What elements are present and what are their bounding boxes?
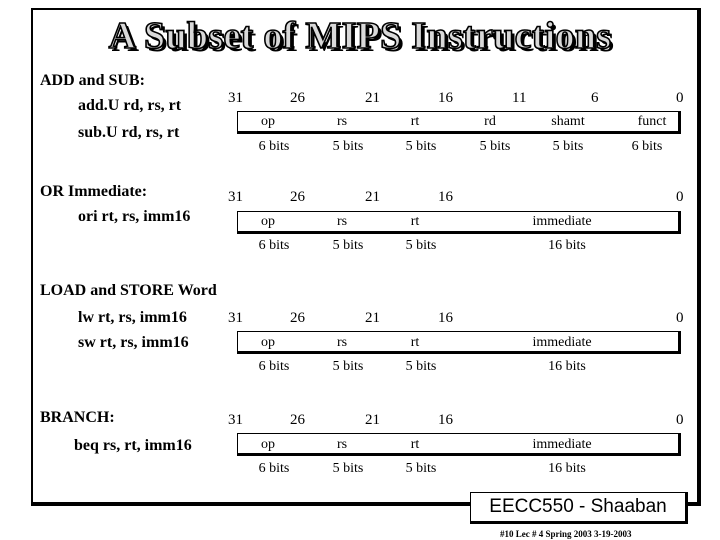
field-funct: funct bbox=[637, 114, 667, 129]
add-sub-heading: ADD and SUB: bbox=[40, 72, 145, 89]
field-rt: rt bbox=[410, 437, 420, 452]
ori-format-box bbox=[237, 211, 681, 234]
field-shamt: shamt bbox=[551, 114, 585, 129]
slide-title: A Subset of MIPS Instructions bbox=[108, 15, 612, 57]
field-immediate: immediate bbox=[532, 335, 592, 350]
bit-position: 31 bbox=[228, 412, 243, 428]
lw-instruction: lw rt, rs, imm16 bbox=[78, 309, 187, 326]
field-rt: rt bbox=[410, 214, 420, 229]
width-op: 6 bits bbox=[258, 359, 290, 374]
bit-position: 21 bbox=[365, 412, 380, 428]
field-immediate: immediate bbox=[532, 437, 592, 452]
width-rt: 5 bits bbox=[405, 359, 437, 374]
bit-position: 16 bbox=[438, 189, 453, 205]
bit-position: 31 bbox=[228, 90, 243, 106]
bit-position: 26 bbox=[290, 310, 305, 326]
bit-position: 26 bbox=[290, 189, 305, 205]
or-immediate-heading: OR Immediate: bbox=[40, 183, 148, 200]
bit-position: 21 bbox=[365, 90, 380, 106]
width-shamt: 5 bits bbox=[552, 139, 584, 154]
bit-position: 31 bbox=[228, 189, 243, 205]
width-funct: 6 bits bbox=[631, 139, 663, 154]
width-immediate: 16 bits bbox=[548, 359, 586, 374]
width-op: 6 bits bbox=[258, 139, 290, 154]
field-op: op bbox=[261, 214, 275, 229]
bit-position: 6 bbox=[591, 90, 599, 106]
field-rs: rs bbox=[336, 335, 348, 350]
width-rt: 5 bits bbox=[405, 461, 437, 476]
width-immediate: 16 bits bbox=[548, 461, 586, 476]
bit-position: 21 bbox=[365, 189, 380, 205]
bit-position: 31 bbox=[228, 310, 243, 326]
field-rs: rs bbox=[336, 114, 348, 129]
field-rt: rt bbox=[410, 335, 420, 350]
width-rs: 5 bits bbox=[332, 359, 364, 374]
field-rs: rs bbox=[336, 437, 348, 452]
branch-format-box bbox=[237, 433, 681, 456]
bit-position: 0 bbox=[676, 310, 684, 326]
bit-position: 21 bbox=[365, 310, 380, 326]
slide-footer-note: #10 Lec # 4 Spring 2003 3-19-2003 bbox=[500, 529, 632, 539]
bit-position: 0 bbox=[676, 90, 684, 106]
bit-position: 0 bbox=[676, 189, 684, 205]
width-op: 6 bits bbox=[258, 238, 290, 253]
width-rt: 5 bits bbox=[405, 139, 437, 154]
field-rd: rd bbox=[484, 114, 496, 129]
width-rs: 5 bits bbox=[332, 238, 364, 253]
course-footer-label: EECC550 - Shaaban bbox=[489, 496, 667, 517]
width-rd: 5 bits bbox=[479, 139, 511, 154]
bit-position: 26 bbox=[290, 90, 305, 106]
field-immediate: immediate bbox=[532, 214, 592, 229]
bit-position: 26 bbox=[290, 412, 305, 428]
bit-position: 16 bbox=[438, 90, 453, 106]
field-op: op bbox=[261, 335, 275, 350]
bit-position: 0 bbox=[676, 412, 684, 428]
bit-position: 11 bbox=[512, 90, 527, 106]
load-store-heading: LOAD and STORE Word bbox=[40, 282, 217, 299]
ori-instruction: ori rt, rs, imm16 bbox=[78, 208, 191, 225]
field-op: op bbox=[261, 114, 275, 129]
width-immediate: 16 bits bbox=[548, 238, 586, 253]
beq-instruction: beq rs, rt, imm16 bbox=[74, 437, 192, 454]
field-rt: rt bbox=[410, 114, 420, 129]
bit-position: 16 bbox=[438, 310, 453, 326]
add-instruction: add.U rd, rs, rt bbox=[78, 97, 182, 114]
width-rs: 5 bits bbox=[332, 139, 364, 154]
width-rs: 5 bits bbox=[332, 461, 364, 476]
bit-position: 16 bbox=[438, 412, 453, 428]
sub-instruction: sub.U rd, rs, rt bbox=[78, 124, 180, 141]
course-footer-box bbox=[470, 492, 688, 524]
field-rs: rs bbox=[336, 214, 348, 229]
width-op: 6 bits bbox=[258, 461, 290, 476]
branch-heading: BRANCH: bbox=[40, 409, 115, 426]
field-op: op bbox=[261, 437, 275, 452]
sw-instruction: sw rt, rs, imm16 bbox=[78, 334, 189, 351]
load-store-format-box bbox=[237, 331, 681, 354]
width-rt: 5 bits bbox=[405, 238, 437, 253]
